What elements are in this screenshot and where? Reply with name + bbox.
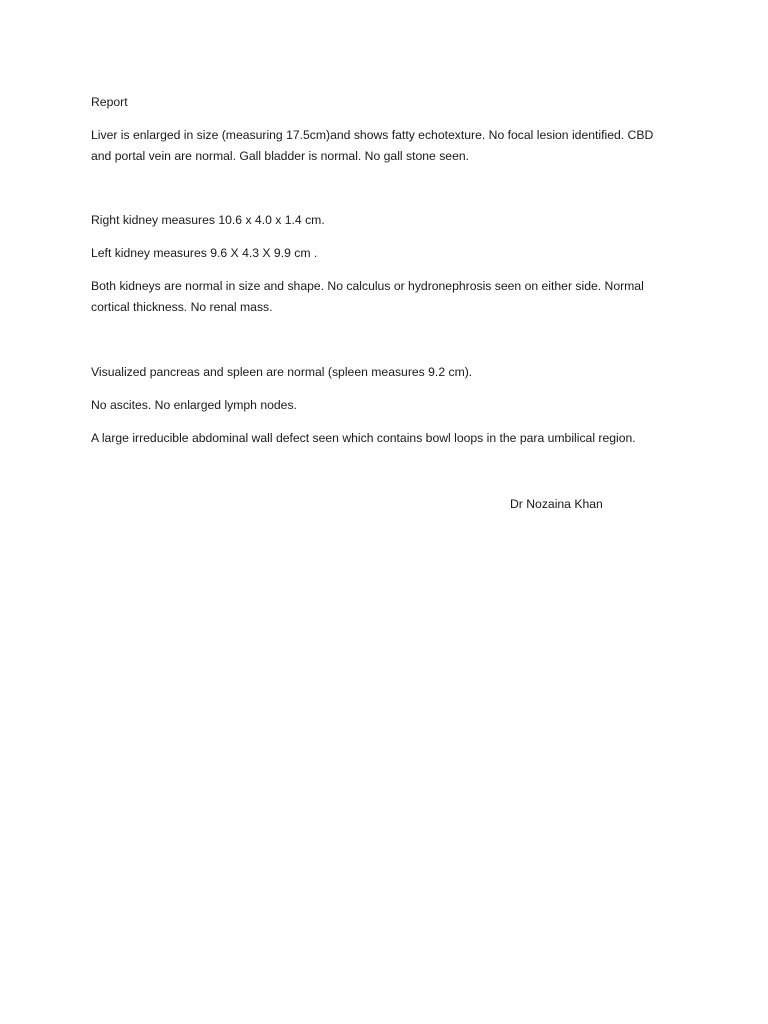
ascites-text: No ascites. No enlarged lymph nodes. — [91, 398, 297, 412]
liver-findings-line-1: Liver is enlarged in size (measuring 17.5cm)and shows fatty echotexture. No focal lesion identified. CBD — [91, 128, 654, 142]
right-kidney-text: Right kidney measures 10.6 x 4.0 x 1.4 cm. — [91, 213, 325, 227]
pancreas-spleen-text: Visualized pancreas and spleen are normal (spleen measures 9.2 cm). — [91, 365, 473, 379]
doctor-signature: Dr Nozaina Khan — [510, 497, 603, 511]
liver-findings-paragraph — [91, 125, 691, 167]
left-kidney-paragraph — [91, 243, 691, 264]
both-kidneys-paragraph — [91, 276, 691, 318]
ascites-paragraph — [91, 395, 691, 416]
abdominal-defect-text: A large irreducible abdominal wall defect seen which contains bowl loops in the para umbilical region. — [91, 431, 636, 445]
both-kidneys-line-1: Both kidneys are normal in size and shape. No calculus or hydronephrosis seen on either side. Normal — [91, 279, 644, 293]
left-kidney-text: Left kidney measures 9.6 X 4.3 X 9.9 cm . — [91, 246, 318, 260]
abdominal-defect-paragraph — [91, 428, 691, 449]
pancreas-spleen-paragraph — [91, 362, 691, 383]
report-title-text: Report — [91, 95, 128, 109]
both-kidneys-line-2: cortical thickness. No renal mass. — [91, 300, 273, 314]
right-kidney-paragraph — [91, 210, 691, 231]
report-title — [91, 92, 691, 113]
liver-findings-line-2: and portal vein are normal. Gall bladder is normal. No gall stone seen. — [91, 149, 470, 163]
